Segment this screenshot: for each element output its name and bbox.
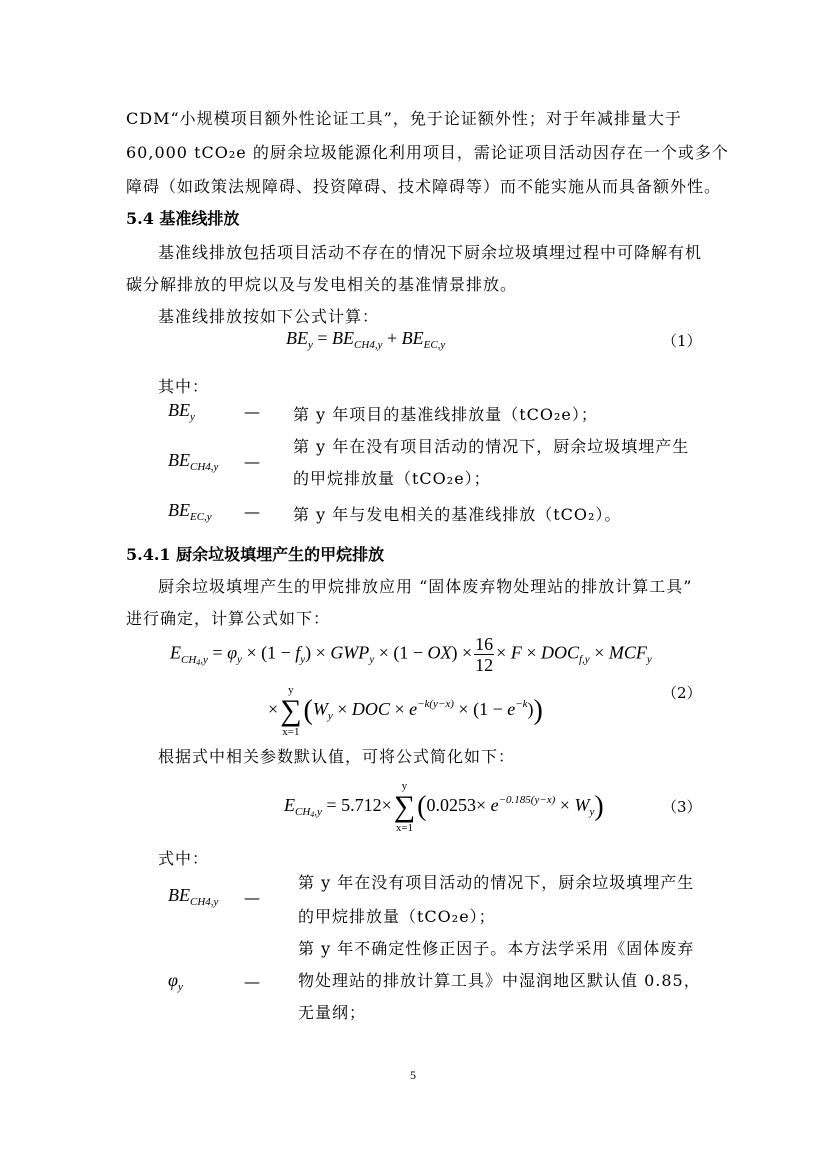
paragraph-line: 基准线排放包括项目活动不存在的情况下厨余垃圾填埋过程中可降解有机	[158, 243, 703, 262]
where-label: 其中：	[158, 377, 210, 396]
equation-1: $BE_y = BE_{CH4,y} + BE_{EC,y}$	[286, 328, 446, 351]
symbol-be-ch4-y: $BE_{CH4,y}$	[168, 885, 219, 908]
definition-text: 的甲烷排放量（tCO₂e）；	[293, 469, 491, 488]
symbol-be-ch4-y: $BE_{CH4,y}$	[168, 450, 219, 473]
definition-text: 第 y 年项目的基准线排放量（tCO₂e）；	[293, 405, 598, 424]
definition-dash: —	[244, 888, 261, 907]
section-heading-5-4-1: 5.4.1 厨余垃圾填埋产生的甲烷排放	[126, 545, 385, 564]
definition-text: 第 y 年不确定性修正因子。本方法学采用《固体废弃	[298, 939, 695, 958]
equation-3-number: （3）	[662, 798, 702, 816]
definition-dash: —	[244, 452, 261, 471]
definition-dash: —	[244, 972, 261, 991]
where-label: 式中：	[158, 849, 210, 868]
definition-text: 第 y 年在没有项目活动的情况下，厨余垃圾填埋产生	[298, 873, 695, 892]
definition-text: 第 y 年与发电相关的基准线排放（tCO₂）。	[293, 505, 622, 524]
symbol-be-ec-y: $BE_{EC,y}$	[168, 500, 212, 523]
section-heading-5-4: 5.4 基准线排放	[126, 209, 240, 228]
symbol-be-y: $BE_y$	[168, 400, 195, 423]
definition-dash: —	[244, 502, 261, 521]
definition-text: 的甲烷排放量（tCO₂e）；	[298, 907, 496, 926]
paragraph-line: 进行确定，计算公式如下：	[126, 609, 331, 628]
paragraph-line: 基准线排放按如下公式计算：	[158, 307, 380, 326]
definition-text: 物处理站的排放计算工具》中湿润地区默认值 0.85，	[298, 971, 701, 990]
paragraph-line: 碳分解排放的甲烷以及与发电相关的基准情景排放。	[126, 275, 518, 294]
paragraph-line: 根据式中相关参数默认值，可将公式简化如下：	[158, 747, 516, 766]
equation-3: $E_{CH_4,y} = 5.712\times$ y ∑ x=1 $(0.0253\times e^{-0.185(y-x)} \times W_y)$	[284, 780, 604, 834]
definition-text: 第 y 年在没有项目活动的情况下，厨余垃圾填埋产生	[293, 437, 690, 456]
equation-2-number: （2）	[662, 684, 702, 702]
definition-dash: —	[244, 402, 261, 421]
equation-1-number: （1）	[662, 332, 702, 350]
page-number: 5	[410, 1068, 416, 1082]
symbol-phi-y: $\varphi_y$	[168, 970, 183, 993]
equation-2-line-1: $E_{CH_4,y} = \varphi_y \times (1 - f_y) \times GWP_y \times (1 - OX)$ × $\frac{16}{12}$ × $F \times DOC_{f,y} \times MCF_y$	[170, 634, 652, 675]
equation-2-line-2: × y ∑ x=1 ($W_y$ × DOC × $e^{-k(y-x)} \times (1 - e^{-k})$)	[268, 684, 543, 738]
paragraph-line: 60,000 tCO₂e 的厨余垃圾能源化利用项目，需论证项目活动因存在一个或多个	[126, 143, 729, 162]
definition-text: 无量纲；	[298, 1003, 367, 1022]
paragraph-line: CDM“小规模项目额外性论证工具”，免于论证额外性；对于年减排量大于	[126, 109, 682, 128]
paragraph-line: 障碍（如政策法规障碍、投资障碍、技术障碍等）而不能实施从而具备额外性。	[126, 177, 722, 196]
paragraph-line: 厨余垃圾填埋产生的甲烷排放应用 “固体废弃物处理站的排放计算工具”	[158, 577, 693, 596]
